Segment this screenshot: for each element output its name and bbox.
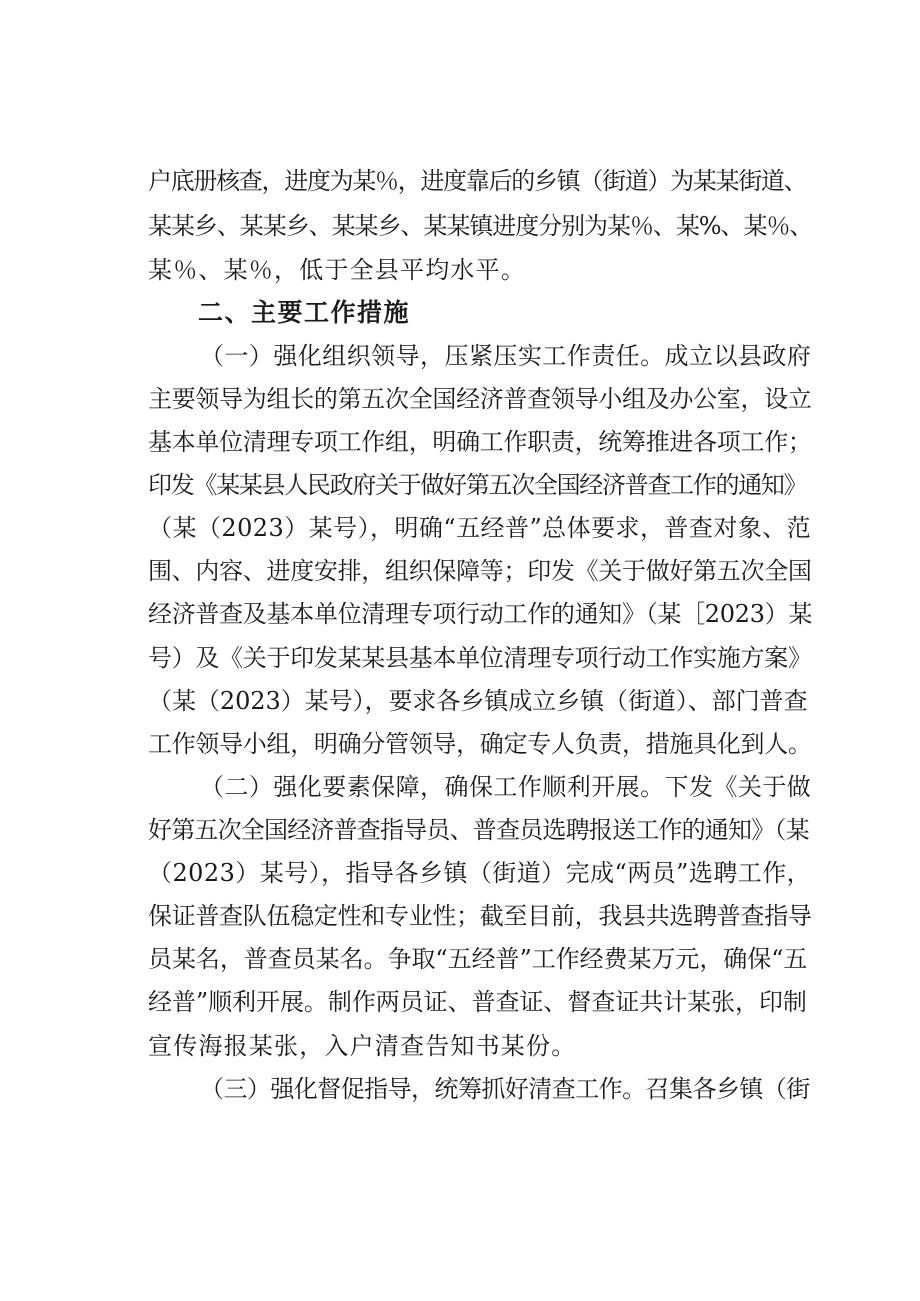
text-line: 好第五次全国经济普查指导员、普查员选聘报送工作的通知》（某 [148,816,809,844]
text-line: （2023）某号），指导各乡镇（街道）完成“两员”选聘工作， [148,859,812,887]
text-line: 印发《某某县人民政府关于做好第五次全国经济普查工作的通知》 [148,471,807,499]
text-line: （二）强化要素保障，确保工作顺利开展。下发《关于做 [200,773,812,801]
text-line: 经普”顺利开展。制作两员证、普查证、督查证共计某张，印制 [148,988,807,1016]
text-line: 围、内容、进度安排，组织保障等；印发《关于做好第五次全国 [148,557,812,585]
text-line: （某（2023）某号），要求各乡镇成立乡镇（街道）、部门普查 [148,687,808,715]
text-line: 号）及《关于印发某某县基本单位清理专项行动工作实施方案》 [148,644,812,672]
text-line: 主要领导为组长的第五次全国经济普查领导小组及办公室，设立 [148,385,812,413]
text-line: 员某名，普查员某名。争取“五经普”工作经费某万元，确保“五 [148,945,808,973]
text-line: 宣传海报某张，入户清查告知书某份。 [148,1032,577,1060]
text-line: 某某乡、某某乡、某某乡、某某镇进度分别为某％、某%、某％、 [148,212,813,240]
section-heading: 二、主要工作措施 [198,298,411,327]
text-line: （某（2023）某号），明确“五经普”总体要求，普查对象、范 [148,514,812,542]
text-line: 基本单位清理专项工作组，明确工作职责，统筹推进各项工作； [148,428,812,456]
text-line: 工作领导小组，明确分管领导，确定专人负责，措施具化到人。 [148,730,812,758]
text-line: 保证普查队伍稳定性和专业性；截至目前，我县共选聘普查指导 [148,902,812,930]
text-line: 经济普查及基本单位清理专项行动工作的通知》（某［2023）某 [148,600,813,628]
text-line: （三）强化督促指导，统筹抓好清查工作。召集各乡镇（街 [200,1075,810,1103]
text-line: 某％、某％，低于全县平均水平。 [148,256,526,284]
text-line: 户底册核查，进度为某％，进度靠后的乡镇（街道）为某某街道、 [148,167,807,195]
text-line: （一）强化组织领导，压紧压实工作责任。成立以县政府 [200,342,812,370]
